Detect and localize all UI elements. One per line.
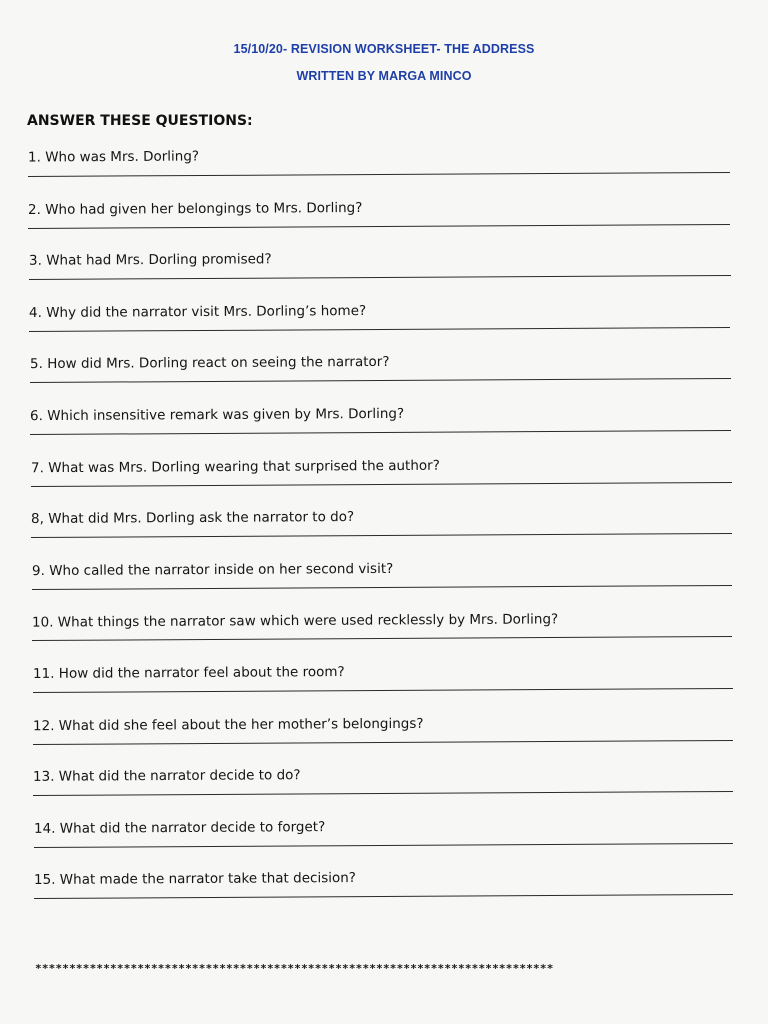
worksheet-subtitle: WRITTEN BY MARGA MINCO (296, 69, 472, 83)
question-text: 4. Why did the narrator visit Mrs. Dorling’s home? (29, 302, 367, 321)
worksheet-title: 15/10/20- REVISION WORKSHEET- THE ADDRESS (233, 42, 535, 56)
question-text: 5. How did Mrs. Dorling react on seeing the narrator? (29, 354, 390, 373)
question-text: 12. What did she feel about the her mother’s belongings? (32, 715, 424, 734)
answer-line[interactable] (32, 585, 732, 590)
footer-divider: **************************************************************************** (35, 962, 554, 975)
answer-line[interactable] (33, 791, 733, 796)
question-text: 11. How did the narrator feel about the room? (32, 664, 345, 682)
question-text: 9. Who called the narrator inside on her second visit? (31, 560, 393, 579)
question-text: 15. What made the narrator take that decision? (34, 870, 357, 889)
question-text: 14. What did the narrator decide to forget? (33, 818, 326, 837)
question-text: 10. What things the narrator saw which were used recklessly by Mrs. Dorling? (32, 611, 559, 631)
question-text: 7. What was Mrs. Dorling wearing that surprised the author? (30, 457, 440, 476)
answer-line[interactable] (30, 430, 731, 435)
question-text: 8, What did Mrs. Dorling ask the narrator to do? (31, 509, 355, 528)
question-text: 1. Who was Mrs. Dorling? (27, 148, 200, 166)
answer-line[interactable] (31, 482, 732, 487)
answer-line[interactable] (29, 275, 731, 280)
answer-line[interactable] (30, 378, 731, 383)
answer-line[interactable] (34, 894, 733, 899)
answer-line[interactable] (29, 327, 730, 332)
instruction-heading: ANSWER THESE QUESTIONS: (27, 113, 253, 129)
answer-line[interactable] (32, 636, 732, 641)
answer-line[interactable] (33, 740, 733, 745)
question-text: 13. What did the narrator decide to do? (33, 767, 301, 786)
answer-line[interactable] (28, 224, 730, 229)
question-text: 2. Who had given her belongings to Mrs. Dorling? (28, 199, 363, 218)
question-text: 6. Which insensitive remark was given by Mrs. Dorling? (30, 405, 405, 425)
answer-line[interactable] (31, 533, 732, 538)
answer-line[interactable] (34, 843, 733, 848)
answer-line[interactable] (32, 688, 732, 693)
answer-line[interactable] (28, 172, 730, 177)
question-text: 3. What had Mrs. Dorling promised? (28, 251, 272, 269)
